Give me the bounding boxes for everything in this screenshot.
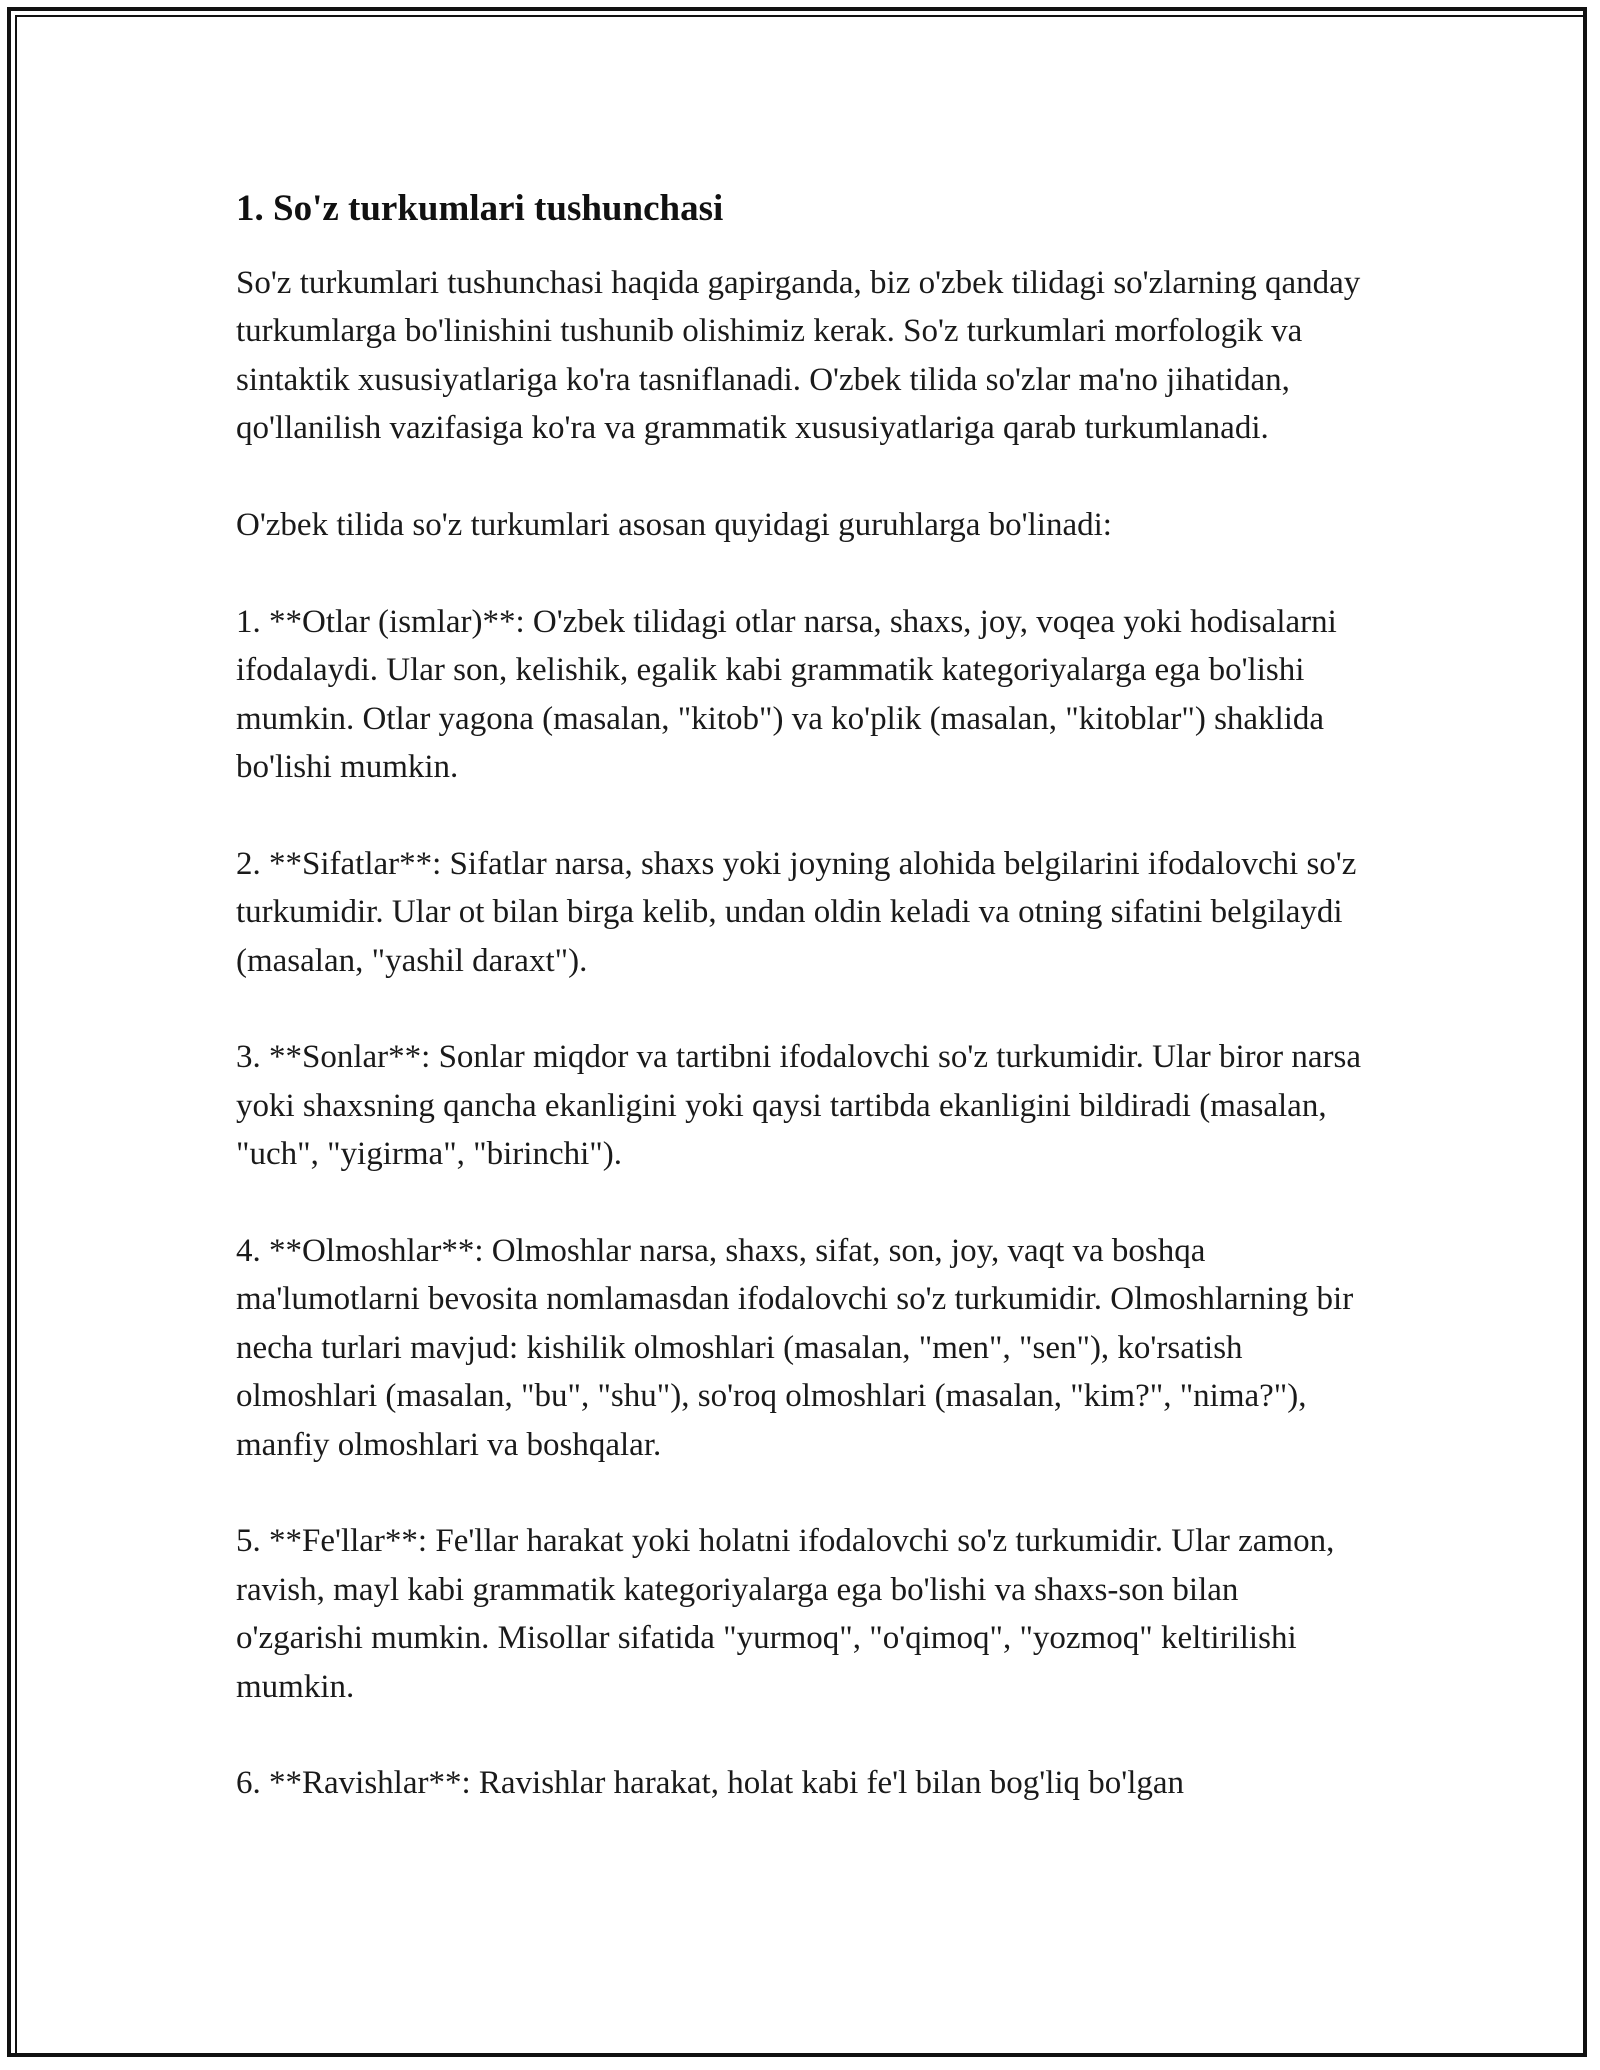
groups-intro-paragraph: O'zbek tilida so'z turkumlari asosan quyidagi guruhlarga bo'linadi:: [236, 507, 1112, 544]
list-item-fellar: 5. **Fe'llar**: Fe'llar harakat yoki holatni ifodalovchi so'z turkumidir. Ular zamon, ravish, mayl kabi grammatik kategoriyalarga ega bo'lishi va shaxs-son bilan o'zgarishi mumkin. Misollar sifatida "yurmoq", "o'qimoq", "yozmoq" keltirilishi mumkin.: [236, 1523, 1335, 1705]
list-item-ravishlar: 6. **Ravishlar**: Ravishlar harakat, holat kabi fe'l bilan bog'liq bo'lgan: [236, 1765, 1185, 1802]
document-page: [236, 185, 1366, 1808]
intro-paragraph: So'z turkumlari tushunchasi haqida gapirganda, biz o'zbek tilidagi so'zlarning qanday turkumlarga bo'linishini tushunib olishimiz kerak. So'z turkumlari morfologik va sintaktik xususiyatlariga ko'ra tasniflanadi. O'zbek tilida so'zlar ma'no jihatidan, qo'llanilish vazifasiga ko'ra va grammatik xususiyatlariga qarab turkumlanadi.: [236, 265, 1361, 447]
document-title: 1. So'z turkumlari tushunchasi: [236, 188, 724, 229]
list-item-otlar: 1. **Otlar (ismlar)**: O'zbek tilidagi otlar narsa, shaxs, joy, voqea yoki hodisalarni ifodalaydi. Ular son, kelishik, egalik kabi grammatik kategoriyalarga ega bo'lishi mumkin. Otlar yagona (masalan, "kitob") va ko'plik (masalan, "kitoblar") shaklida bo'lishi mumkin.: [236, 603, 1337, 786]
list-item-sonlar: 3. **Sonlar**: Sonlar miqdor va tartibni ifodalovchi so'z turkumidir. Ular biror narsa yoki shaxsning qancha ekanligini yoki qaysi tartibda ekanligini bildiradi (masalan, "uch", "yigirma", "birinchi").: [236, 1039, 1361, 1173]
list-item-sifatlar: 2. **Sifatlar**: Sifatlar narsa, shaxs yoki joyning alohida belgilarini ifodalovchi so'z turkumidir. Ular ot bilan birga kelib, undan oldin keladi va otning sifatini belgilaydi (masalan, "yashil daraxt").: [236, 845, 1357, 979]
list-item-olmoshlar: 4. **Olmoshlar**: Olmoshlar narsa, shaxs, sifat, son, joy, vaqt va boshqa ma'lumotlarni bevosita nomlamasdan ifodalovchi so'z turkumidir. Olmoshlarning bir necha turlari mavjud: kishilik olmoshlari (masalan, "men", "sen"), ko'rsatish olmoshlari (masalan, "bu", "shu"), so'roq olmoshlari (masalan, "kim?", "nima?"), manfiy olmoshlari va boshqalar.: [236, 1233, 1354, 1463]
